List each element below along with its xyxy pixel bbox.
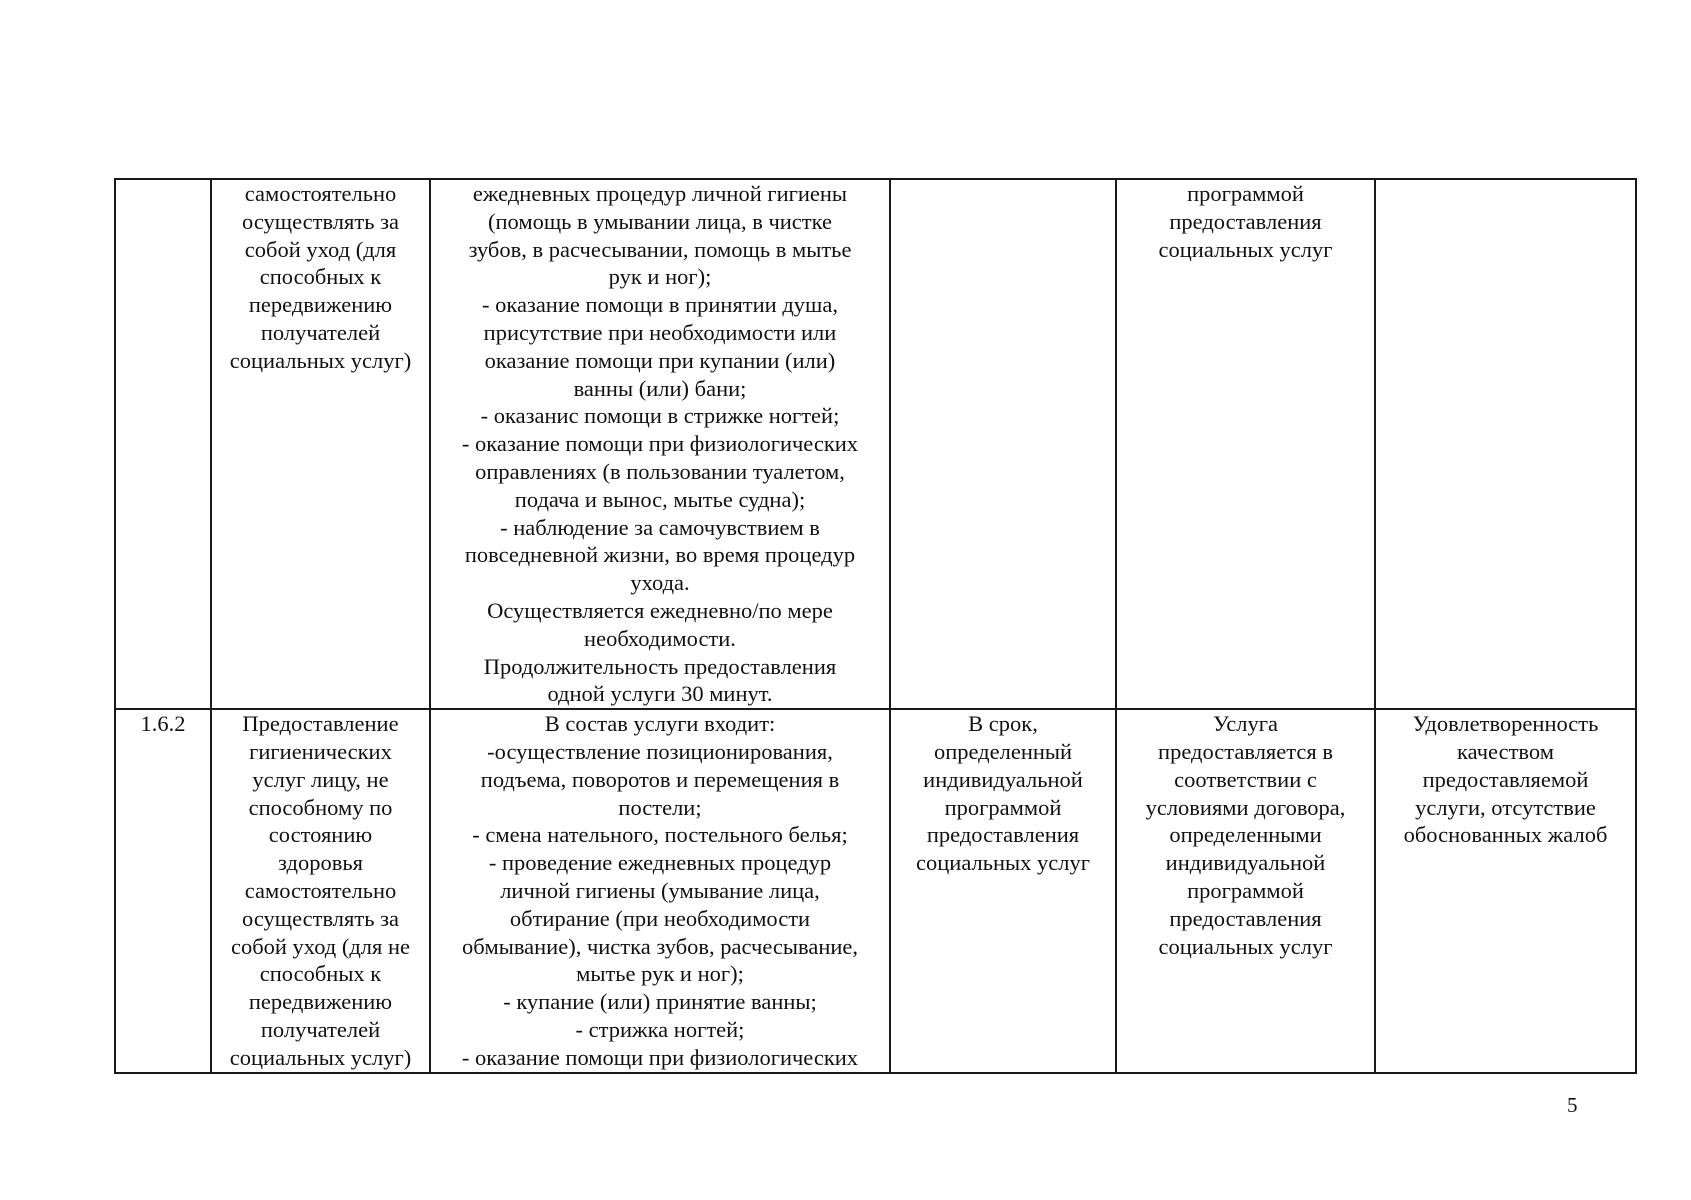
cell-text-line: (помощь в умывании лица, в чистке — [487, 208, 832, 234]
cell-text-line: качеством — [1457, 738, 1554, 764]
cell-text-line: осуществлять за — [242, 208, 399, 234]
cell-text-line: программой — [1187, 181, 1304, 206]
row-number-cell: 1.6.2 — [115, 709, 211, 1073]
cell-text-line: предоставления — [1169, 208, 1322, 234]
cell-text-line: Продолжительность предоставления — [483, 653, 837, 679]
cell-text-line: Предоставление — [242, 711, 399, 737]
cell-text-line: самостоятельно — [244, 181, 397, 206]
cell-text-line: обмывание), чистка зубов, расчесывание, — [461, 933, 859, 959]
cell-text-line: Осуществляется ежедневно/по мере — [487, 597, 833, 623]
services-table — [114, 178, 1637, 1074]
service-content-cell — [430, 179, 890, 709]
table-row — [115, 179, 1636, 709]
cell-text-line: - оказание помощи при физиологических — [461, 431, 859, 457]
cell-text-line: предоставления — [926, 822, 1080, 848]
service-term-cell — [890, 179, 1116, 709]
cell-text-line: получателей — [260, 319, 381, 345]
cell-text-line: гигиенических — [249, 738, 392, 764]
cell-text-line: - оказание помощи при физиологических — [461, 1044, 859, 1070]
cell-text-line: - смена нательного, постельного белья; — [472, 822, 848, 848]
cell-text-line: обтирание (при необходимости — [509, 905, 811, 931]
cell-text-line: оправлениях (в пользовании туалетом, — [475, 458, 845, 484]
cell-text-line: индивидуальной — [1165, 850, 1326, 876]
cell-text-line: необходимости. — [584, 625, 736, 651]
cell-text-line: - наблюдение за самочувствием в — [500, 514, 820, 540]
cell-text-line: присутствие при необходимости или — [483, 319, 837, 345]
cell-text-line: Удовлетворенность — [1412, 711, 1599, 737]
cell-text-line: способных к — [259, 264, 382, 290]
cell-text-line: -осуществление позиционирования, — [487, 738, 833, 764]
cell-text-line: постели; — [618, 794, 702, 820]
cell-text-line: рук и ног); — [608, 264, 712, 290]
cell-text-line: программой — [1187, 877, 1304, 903]
cell-text-line: оказание помощи при купании (или) — [484, 347, 836, 373]
cell-text-line: Услуга — [1213, 711, 1278, 737]
cell-text-line: мытье рук и ног); — [576, 961, 744, 987]
service-name-cell — [211, 179, 430, 709]
cell-text-line: здоровья — [278, 850, 363, 876]
cell-text-line: ванны (или) бани; — [573, 375, 747, 401]
service-name-cell — [211, 709, 430, 1073]
cell-text-line: услуг лицу, не — [252, 766, 389, 792]
cell-text-line: предоставления — [1169, 905, 1322, 931]
cell-text-line: подъема, поворотов и перемещения в — [480, 766, 840, 792]
cell-text-line: личной гигиены (умывание лица, — [500, 877, 820, 903]
cell-text-line: - оказание помощи в принятии душа, — [481, 292, 838, 318]
cell-text-line: повседневной жизни, во время процедур — [464, 542, 856, 568]
cell-text-line: соответствии с — [1174, 766, 1317, 792]
service-quality-cell — [1375, 709, 1636, 1073]
cell-text-line: обоснованных жалоб — [1403, 822, 1608, 848]
cell-text-line: ежедневных процедур личной гигиены — [472, 181, 848, 206]
cell-text-line: одной услуги 30 минут. — [547, 681, 773, 707]
cell-text-line: - стрижка ногтей; — [575, 1016, 745, 1042]
cell-text-line: осуществлять за — [242, 905, 399, 931]
cell-text-line: социальных услуг — [1158, 236, 1333, 262]
cell-text-line: подача и вынос, мытье судна); — [514, 486, 806, 512]
cell-text-line: предоставляемой — [1422, 766, 1589, 792]
cell-text-line: условиями договора, — [1145, 794, 1346, 820]
cell-text-line: получателей — [260, 1016, 381, 1042]
cell-text-line: программой — [944, 794, 1062, 820]
cell-text-line: передвижению — [248, 989, 393, 1015]
cell-text-line: предоставляется в — [1158, 738, 1333, 764]
service-conditions-cell — [1116, 179, 1375, 709]
cell-text-line: - оказанис помощи в стрижке ногтей; — [480, 403, 840, 429]
cell-text-line: самостоятельно — [244, 877, 397, 903]
service-term-cell — [890, 709, 1116, 1073]
cell-text-line: собой уход (для не — [230, 933, 411, 959]
cell-text-line: - проведение ежедневных процедур — [488, 850, 832, 876]
cell-text-line: социальных услуг — [916, 850, 1090, 876]
cell-text-line: В срок, — [968, 711, 1038, 737]
cell-text-line: социальных услуг — [1158, 933, 1333, 959]
cell-text-line: состоянию — [268, 822, 373, 848]
service-content-cell — [430, 709, 890, 1073]
cell-text-line: определенными — [1169, 822, 1322, 848]
cell-text-line: способных к — [259, 961, 382, 987]
cell-text-line: В состав услуги входит: — [544, 711, 776, 737]
page-number: 5 — [1567, 1093, 1578, 1117]
cell-text-line: индивидуальной — [923, 766, 1083, 792]
cell-text-line: услуги, отсутствие — [1415, 794, 1596, 820]
service-quality-cell — [1375, 179, 1636, 709]
row-number-cell — [115, 179, 211, 709]
cell-text-line: способному по — [248, 794, 393, 820]
cell-text-line: собой уход (для — [244, 236, 397, 262]
cell-text-line: зубов, в расчесывании, помощь в мытье — [468, 236, 852, 262]
cell-text-line: - купание (или) принятие ванны; — [503, 989, 817, 1015]
cell-text-line: определенный — [933, 738, 1073, 764]
service-conditions-cell — [1116, 709, 1375, 1073]
table-row — [115, 709, 1636, 1073]
cell-text-line: социальных услуг) — [229, 347, 412, 373]
cell-text-line: социальных услуг) — [229, 1044, 412, 1070]
cell-text-line: ухода. — [630, 570, 690, 596]
cell-text-line: передвижению — [248, 292, 393, 318]
